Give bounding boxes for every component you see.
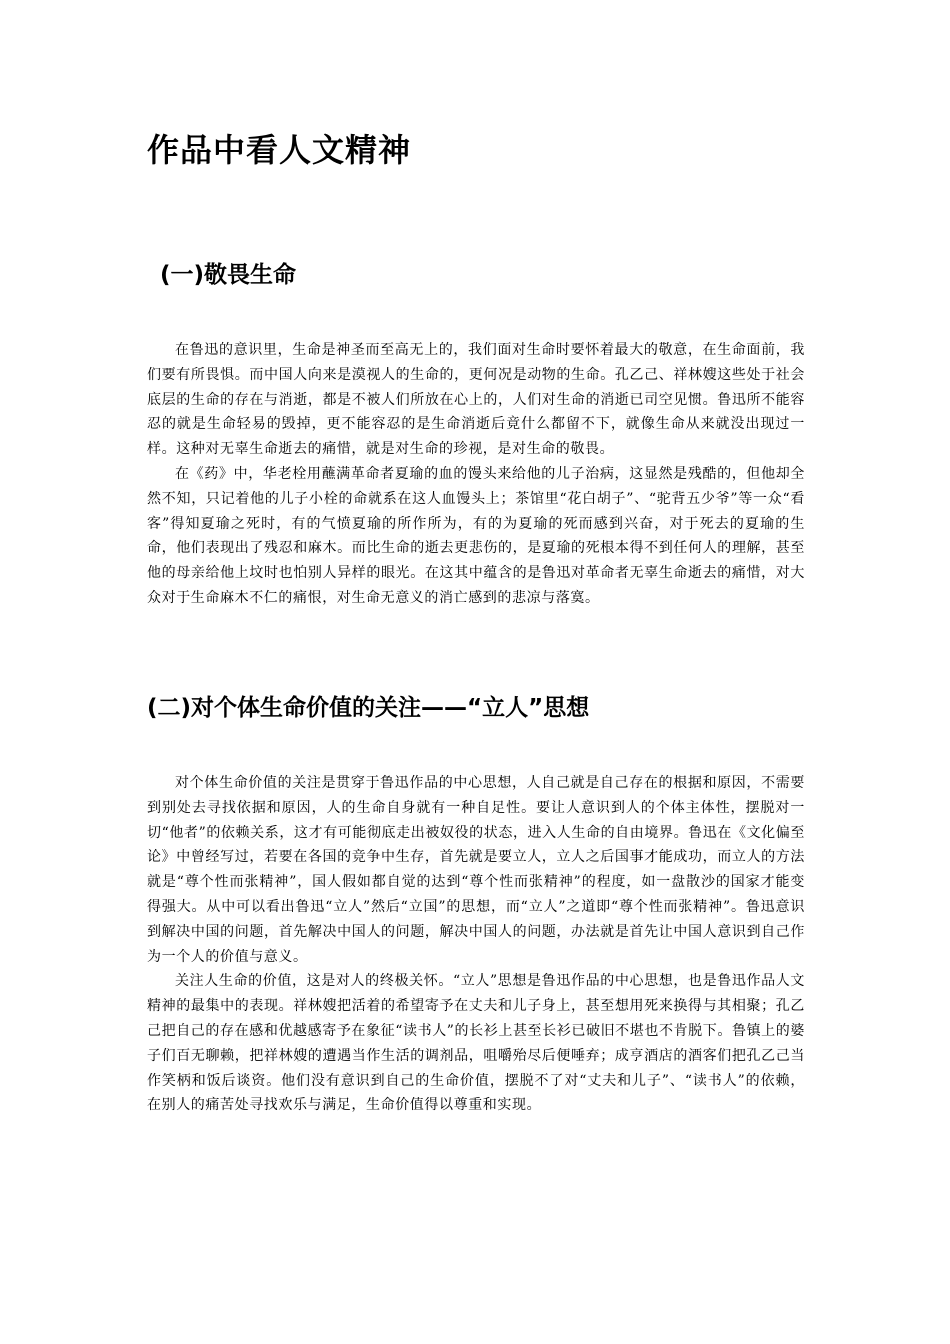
page-title: 作品中看人文精神 (147, 131, 412, 169)
paragraph: 在《药》中，华老栓用蘸满革命者夏瑜的血的馒头来给他的儿子治病，这显然是残酷的，但他却全然不知，只记着他的儿子小栓的命就系在这人血馒头上；茶馆里“花白胡子”、“驼背五少爷”等一众“看客”得知夏瑜之死时，有的气愤夏瑜的所作所为，有的为夏瑜的死而感到兴奋，对于死去的夏瑜的生命，他们表现出了残忍和麻木。而比生命的逝去更悲伤的，是夏瑜的死根本得不到任何人的理解，甚至他的母亲给他上坟时也怕别人异样的眼光。在这其中蕴含的是鲁迅对革命者无辜生命逝去的痛惜，对大众对于生命麻木不仁的痛恨，对生命无意义的消亡感到的悲凉与落寞。 (147, 465, 805, 606)
paragraph: 在鲁迅的意识里，生命是神圣而至高无上的，我们面对生命时要怀着最大的敬意，在生命面前，我们要有所畏惧。而中国人向来是漠视人的生命的，更何况是动物的生命。孔乙己、祥林嫂这些处于社会底层的生命的存在与消逝，都是不被人们所放在心上的，人们对生命的消逝已司空见惯。鲁迅所不能容忍的就是生命轻易的毁掉，更不能容忍的是生命消逝后竟什么都留不下，就像生命从来就没出现过一样。这种对无辜生命逝去的痛惜，就是对生命的珍视，是对生命的敬畏。 (147, 342, 805, 458)
paragraph: 关注人生命的价值，这是对人的终极关怀。“立人”思想是鲁迅作品的中心思想，也是鲁迅作品人文精神的最集中的表现。祥林嫂把活着的希望寄予在丈夫和儿子身上，甚至想用死来换得与其相聚；孔乙己把自己的存在感和优越感寄予在象征“读书人”的长衫上甚至长衫已破旧不堪也不肯脱下。鲁镇上的婆子们百无聊赖，把祥林嫂的遭遇当作生活的调剂品，咀嚼殆尽后便唾弃；成亨酒店的酒客们把孔乙己当作笑柄和饭后谈资。他们没有意识到自己的生命价值，摆脱不了对“丈夫和儿子”、“读书人”的依赖，在别人的痛苦处寻找欢乐与满足，生命价值得以尊重和实现。 (147, 973, 805, 1114)
section-body-2 (147, 771, 805, 1118)
section-heading-1: (一)敬畏生命 (160, 262, 297, 288)
paragraph: 对个体生命价值的关注是贯穿于鲁迅作品的中心思想，人自己就是自己存在的根据和原因，不需要到别处去寻找依据和原因，人的生命自身就有一种自足性。要让人意识到人的个体主体性，摆脱对一切“他者”的依赖关系，这才有可能彻底走出被奴役的状态，进入人生命的自由境界。鲁迅在《文化偏至论》中曾经写过，若要在各国的竞争中生存，首先就是要立人，立人之后国事才能成功，而立人的方法就是“尊个性而张精神”，国人假如都自觉的达到“尊个性而张精神”的程度，如一盘散沙的国家才能变得强大。从中可以看出鲁迅“立人”然后“立国”的思想，而“立人”之道即“尊个性而张精神”。鲁迅意识到解决中国的问题，首先解决中国人的问题，解决中国人的问题，办法就是首先让中国人意识到自己作为一个人的价值与意义。 (147, 775, 805, 965)
section-heading-2: (二)对个体生命价值的关注——“立人”思想 (147, 695, 590, 721)
section-body-1 (147, 338, 805, 611)
